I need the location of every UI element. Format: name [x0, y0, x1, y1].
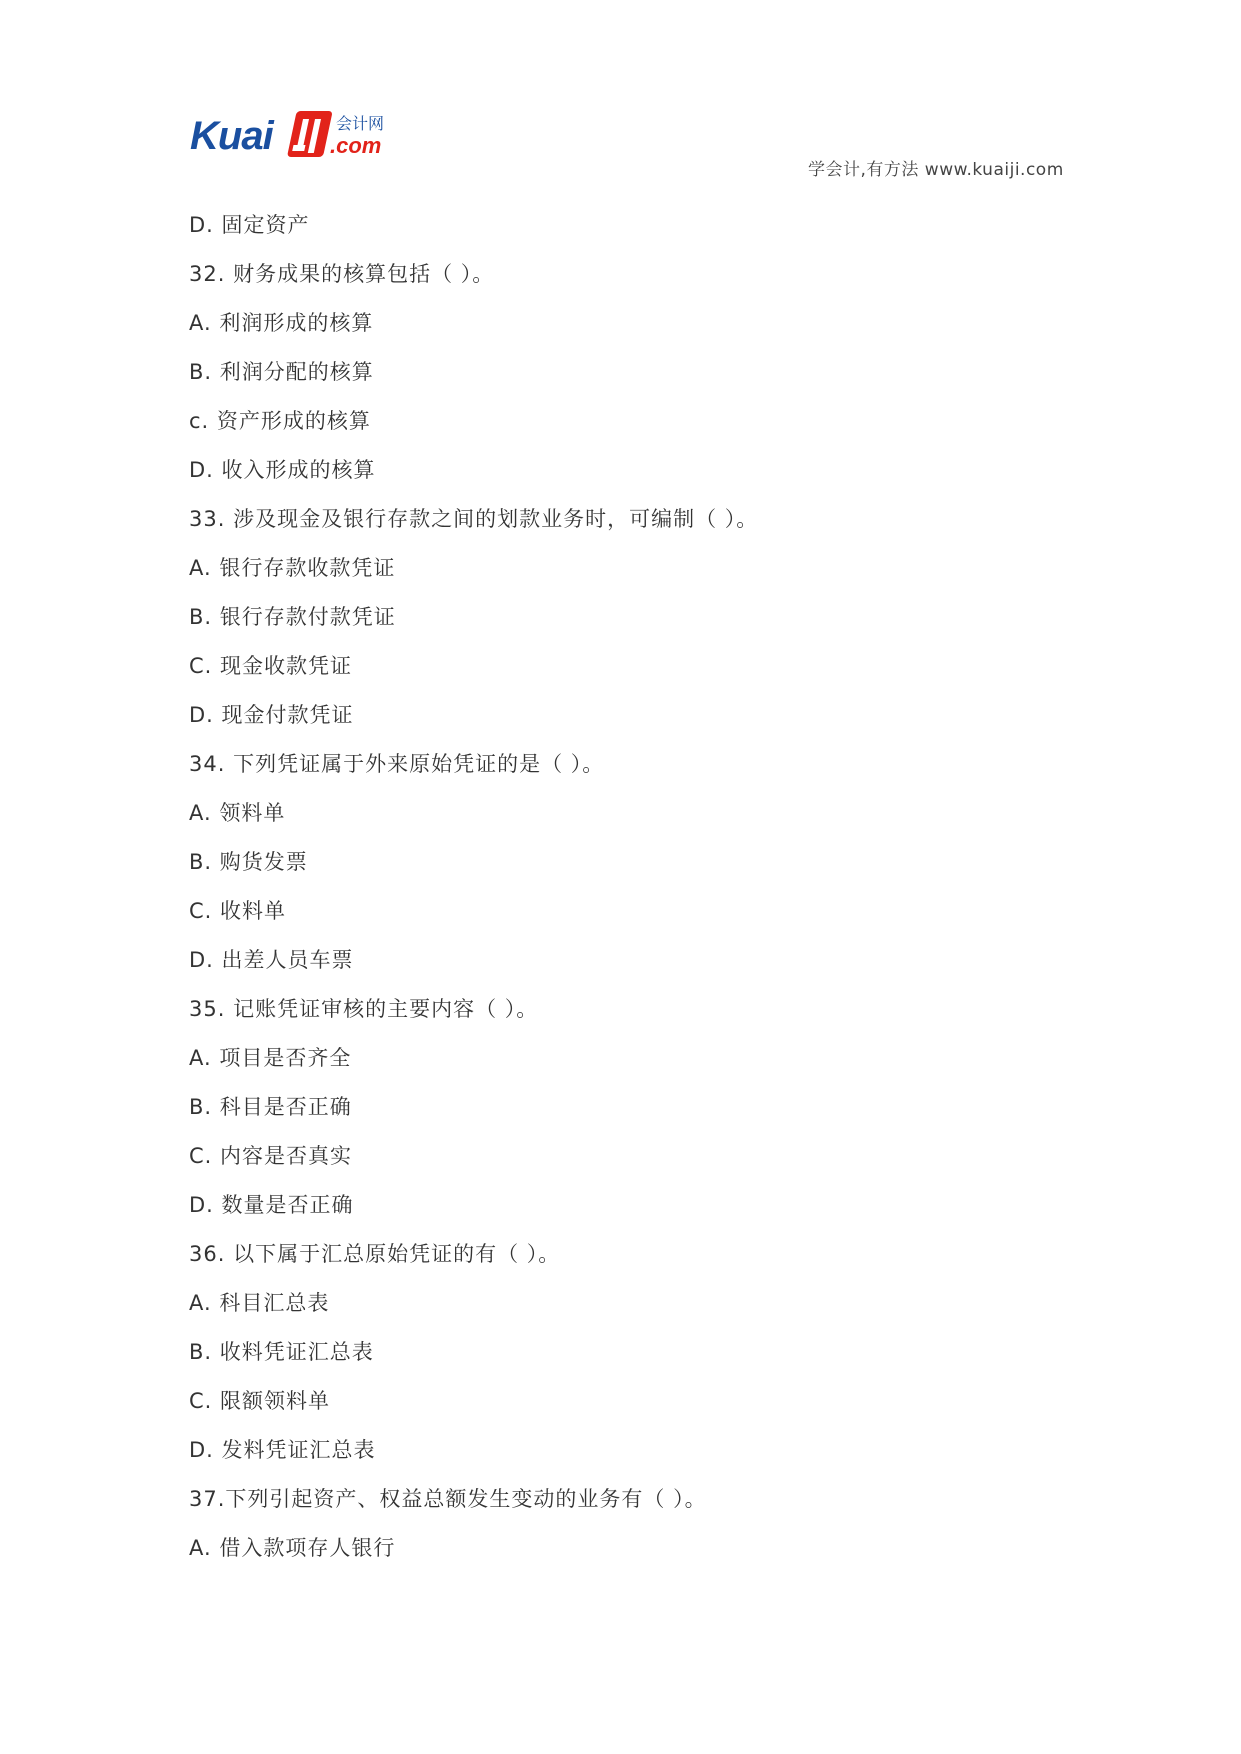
option-line: D. 现金付款凭证 [189, 703, 354, 727]
question-line: 34. 下列凭证属于外来原始凭证的是（ ）。 [189, 752, 605, 776]
page-header [0, 0, 1241, 190]
question-list [189, 210, 1089, 1582]
option-line: B. 科目是否正确 [189, 1095, 352, 1119]
question-line: 36. 以下属于汇总原始凭证的有（ ）。 [189, 1242, 561, 1266]
option-line: C. 内容是否真实 [189, 1144, 353, 1168]
option-line: A. 科目汇总表 [189, 1291, 330, 1315]
option-line: D. 收入形成的核算 [189, 458, 376, 482]
header-slogan: 学会计,有方法 www.kuaiji.com [808, 160, 1064, 180]
option-line: A. 项目是否齐全 [189, 1046, 352, 1070]
kuaiji-logo [190, 105, 400, 165]
option-line: B. 银行存款付款凭证 [189, 605, 396, 629]
option-line: C. 限额领料单 [189, 1389, 331, 1413]
question-line: 33. 涉及现金及银行存款之间的划款业务时，可编制（ ）。 [189, 507, 759, 531]
question-line: 32. 财务成果的核算包括（ ）。 [189, 262, 495, 286]
option-line: D. 发料凭证汇总表 [189, 1438, 376, 1462]
option-line: B. 收料凭证汇总表 [189, 1340, 374, 1364]
option-line: D. 出差人员车票 [189, 948, 354, 972]
option-line: A. 领料单 [189, 801, 286, 825]
option-line: D. 固定资产 [189, 213, 310, 237]
option-line: B. 购货发票 [189, 850, 308, 874]
option-line: C. 收料单 [189, 899, 287, 923]
option-line: A. 借入款项存人银行 [189, 1536, 396, 1560]
svg-text:会计网: 会计网 [336, 114, 385, 133]
option-line: B. 利润分配的核算 [189, 360, 374, 384]
svg-text:Kuai: Kuai [190, 114, 273, 158]
option-line: D. 数量是否正确 [189, 1193, 354, 1217]
option-line: c. 资产形成的核算 [189, 409, 371, 433]
question-line: 37.下列引起资产、权益总额发生变动的业务有（ ）。 [189, 1487, 707, 1511]
option-line: A. 利润形成的核算 [189, 311, 374, 335]
option-line: A. 银行存款收款凭证 [189, 556, 396, 580]
question-line: 35. 记账凭证审核的主要内容（ ）。 [189, 997, 539, 1021]
svg-text:.com: .com [330, 133, 382, 158]
option-line: C. 现金收款凭证 [189, 654, 353, 678]
